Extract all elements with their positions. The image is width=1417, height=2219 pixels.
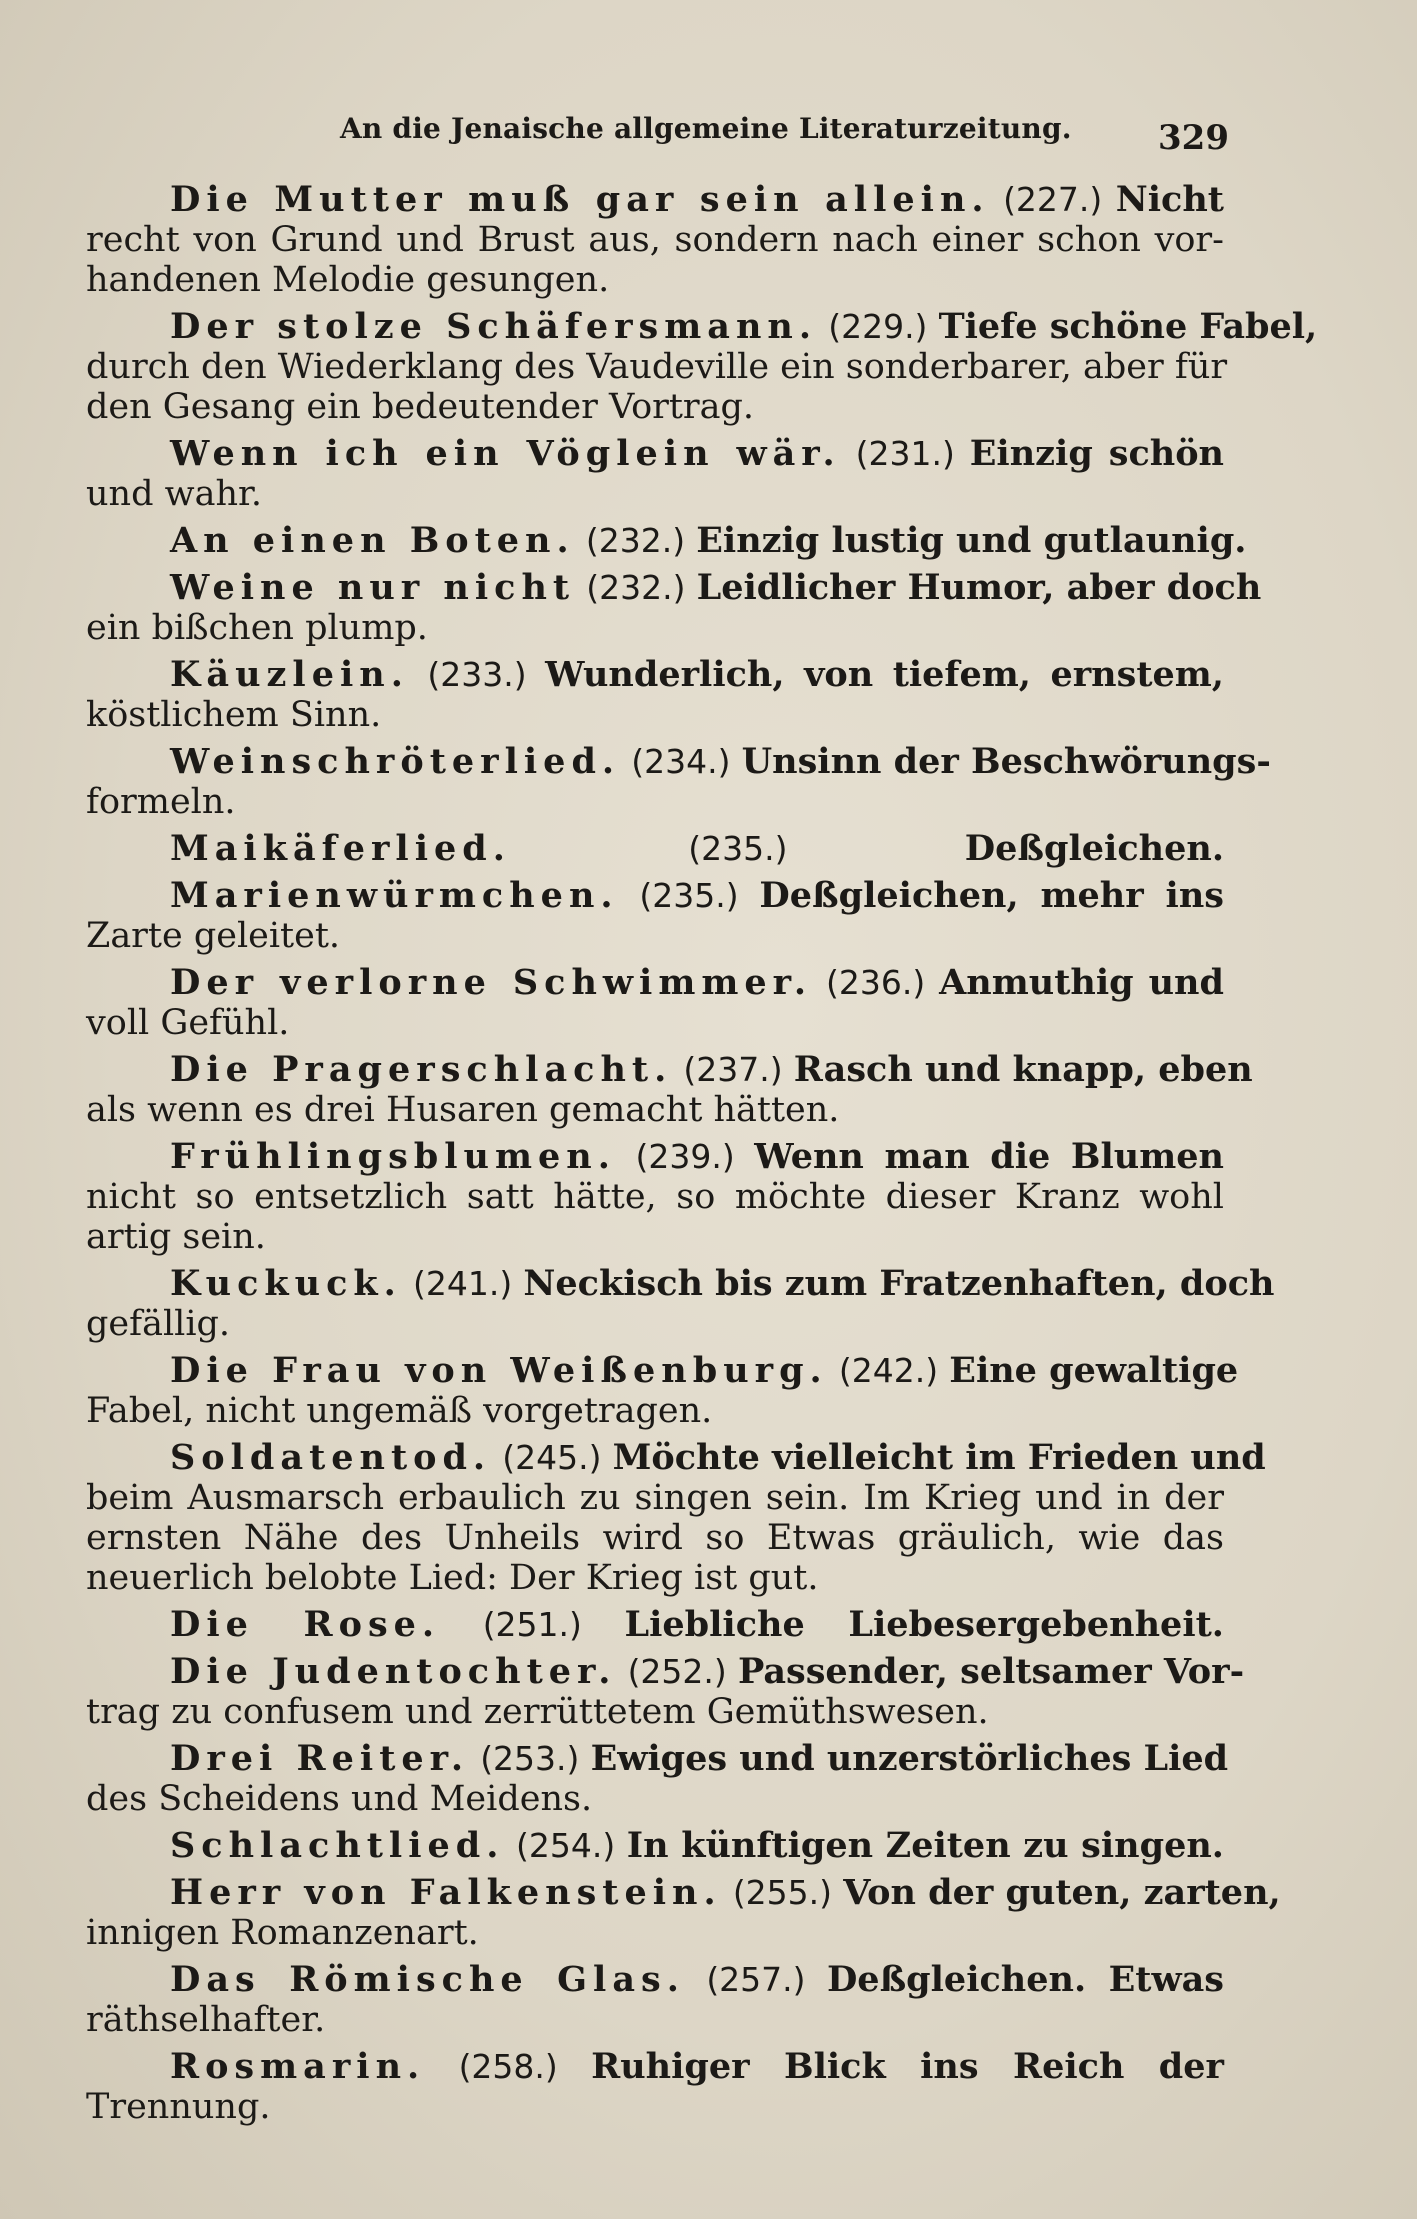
song-number: (252.) bbox=[627, 1652, 727, 1691]
continuation-line: gefällig. bbox=[86, 1304, 231, 1344]
continuation-line: artig sein. bbox=[86, 1217, 266, 1257]
song-title: Wenn ich ein Vöglein wär. bbox=[170, 433, 841, 474]
song-number: (255.) bbox=[732, 1873, 833, 1912]
entry-first-line bbox=[170, 1826, 1224, 1866]
song-title: Die Rose. bbox=[170, 1604, 441, 1645]
continuation-line: den Gesang ein bedeutender Vortrag. bbox=[86, 387, 755, 427]
song-number: (239.) bbox=[635, 1137, 735, 1176]
entry-first-line bbox=[170, 741, 1271, 782]
song-number: (232.) bbox=[586, 568, 686, 607]
entry-first-line bbox=[170, 1263, 1275, 1304]
review-comment: Ruhiger Blick ins Reich der bbox=[591, 2046, 1224, 2087]
review-comment: In künftigen Zeiten zu singen. bbox=[626, 1825, 1224, 1866]
song-number: (236.) bbox=[826, 963, 926, 1002]
entry-first-line bbox=[170, 567, 1262, 608]
continuation-line: und wahr. bbox=[86, 474, 262, 514]
song-title: Herr von Falkenstein. bbox=[170, 1872, 722, 1913]
page-number: 329 bbox=[1158, 118, 1229, 158]
review-comment: Deßgleichen. bbox=[964, 828, 1224, 869]
continuation-line: ein bißchen plump. bbox=[86, 608, 428, 648]
entry-first-line bbox=[170, 520, 1247, 561]
song-number: (235.) bbox=[639, 876, 739, 915]
song-title: Schlachtlied. bbox=[170, 1825, 505, 1866]
entry-first-line bbox=[170, 1049, 1253, 1090]
review-comment: Deßgleichen, mehr ins bbox=[759, 875, 1224, 916]
continuation-line: beim Ausmarsch erbaulich zu singen sein. Im Krieg und in der bbox=[86, 1478, 1224, 1518]
song-number: (254.) bbox=[516, 1826, 616, 1865]
review-comment: Leidlicher Humor, aber doch bbox=[696, 567, 1262, 608]
song-title: Käuzlein. bbox=[170, 654, 409, 695]
entry-first-line bbox=[170, 180, 1224, 220]
continuation-line: handenen Melodie gesungen. bbox=[86, 260, 610, 300]
review-comment: Nicht bbox=[1115, 179, 1224, 220]
song-number: (234.) bbox=[631, 742, 731, 781]
entry-first-line bbox=[170, 1960, 1224, 2000]
review-comment: Wenn man die Blumen bbox=[754, 1136, 1224, 1177]
continuation-line: trag zu confusem und zerrüttetem Gemüthswesen. bbox=[86, 1692, 989, 1732]
song-number: (235.) bbox=[688, 829, 788, 868]
song-number: (257.) bbox=[706, 1960, 806, 1999]
song-title: Der verlorne Schwimmer. bbox=[170, 962, 813, 1003]
song-title: Das Römische Glas. bbox=[170, 1959, 685, 2000]
entry-first-line bbox=[170, 306, 1318, 347]
song-title: Die Frau von Weißenburg. bbox=[170, 1350, 828, 1391]
review-comment: Tiefe schöne Fabel, bbox=[938, 306, 1318, 347]
entry-first-line bbox=[170, 1350, 1239, 1391]
song-title: Marienwürmchen. bbox=[170, 875, 619, 916]
review-comment: Deßgleichen. Etwas bbox=[826, 1959, 1224, 2000]
song-title: Maikäferlied. bbox=[170, 828, 511, 869]
continuation-line: innigen Romanzenart. bbox=[86, 1913, 479, 1953]
entry-first-line bbox=[170, 876, 1224, 916]
continuation-line: ernsten Nähe des Unheils wird so Etwas gräulich, wie das bbox=[86, 1518, 1224, 1558]
review-comment: Anmuthig und bbox=[939, 962, 1224, 1003]
continuation-line: Trennung. bbox=[86, 2087, 271, 2127]
entry-first-line bbox=[170, 1605, 1224, 1645]
entry-first-line bbox=[170, 1437, 1266, 1478]
song-title: Frühlingsblumen. bbox=[170, 1136, 616, 1177]
continuation-line: als wenn es drei Husaren gemacht hätten. bbox=[86, 1090, 840, 1130]
song-title: Weine nur nicht bbox=[170, 567, 576, 608]
song-number: (229.) bbox=[828, 307, 928, 346]
entry-first-line bbox=[170, 1137, 1224, 1177]
song-title: Kuckuck. bbox=[170, 1263, 402, 1304]
continuation-line: nicht so entsetzlich satt hätte, so möchte dieser Kranz wohl bbox=[86, 1177, 1224, 1217]
song-title: Drei Reiter. bbox=[170, 1738, 470, 1779]
review-comment: Einzig lustig und gutlaunig. bbox=[696, 520, 1247, 561]
entry-first-line bbox=[170, 2047, 1224, 2087]
song-number: (241.) bbox=[413, 1264, 513, 1303]
song-number: (231.) bbox=[855, 434, 955, 473]
entry-first-line bbox=[170, 1872, 1281, 1913]
entry-first-line bbox=[170, 963, 1224, 1003]
song-title: Die Judentochter. bbox=[170, 1651, 617, 1692]
song-title: Weinschröterlied. bbox=[170, 741, 621, 782]
review-comment: Möchte vielleicht im Frieden und bbox=[612, 1437, 1266, 1478]
review-comment: Wunderlich, von tiefem, ernstem, bbox=[545, 654, 1224, 695]
continuation-line: Zarte geleitet. bbox=[86, 916, 341, 956]
song-title: Der stolze Schäfersmann. bbox=[170, 306, 818, 347]
song-title: Soldatentod. bbox=[170, 1437, 492, 1478]
continuation-line: Fabel, nicht ungemäß vorgetragen. bbox=[86, 1391, 713, 1431]
song-number: (251.) bbox=[482, 1605, 582, 1644]
song-number: (233.) bbox=[427, 655, 527, 694]
continuation-line: formeln. bbox=[86, 782, 236, 822]
entry-first-line bbox=[170, 829, 1224, 869]
entry-first-line bbox=[170, 1651, 1245, 1692]
continuation-line: voll Gefühl. bbox=[86, 1003, 290, 1043]
continuation-line: räthselhafter. bbox=[86, 2000, 326, 2040]
continuation-line: des Scheidens und Meidens. bbox=[86, 1779, 593, 1819]
song-title: An einen Boten. bbox=[170, 520, 575, 561]
review-comment: Eine gewaltige bbox=[949, 1350, 1239, 1391]
song-number: (242.) bbox=[838, 1351, 939, 1390]
song-title: Rosmarin. bbox=[170, 2046, 426, 2087]
continuation-line: köstlichem Sinn. bbox=[86, 695, 382, 735]
running-header: An die Jenaische allgemeine Literaturzeitung. bbox=[340, 112, 1072, 145]
song-number: (237.) bbox=[683, 1050, 783, 1089]
continuation-line: durch den Wiederklang des Vaudeville ein sonderbarer, aber für bbox=[86, 347, 1228, 387]
song-number: (232.) bbox=[585, 521, 686, 560]
song-number: (253.) bbox=[480, 1739, 580, 1778]
entry-first-line bbox=[170, 434, 1224, 474]
continuation-line: recht von Grund und Brust aus, sondern nach einer schon vor- bbox=[86, 220, 1224, 260]
review-comment: Passender, seltsamer Vor- bbox=[737, 1651, 1245, 1692]
entry-first-line bbox=[170, 1738, 1229, 1779]
song-title: Die Mutter muß gar sein allein. bbox=[170, 179, 990, 220]
review-comment: Einzig schön bbox=[969, 433, 1224, 474]
review-comment: Von der guten, zarten, bbox=[843, 1872, 1281, 1913]
review-comment: Rasch und knapp, eben bbox=[793, 1049, 1253, 1090]
song-title: Die Pragerschlacht. bbox=[170, 1049, 673, 1090]
review-comment: Liebliche Liebesergebenheit. bbox=[624, 1604, 1224, 1645]
song-number: (258.) bbox=[458, 2047, 558, 2086]
review-comment: Ewiges und unzerstörliches Lied bbox=[590, 1738, 1229, 1779]
review-comment: Unsinn der Beschwörungs- bbox=[741, 741, 1271, 782]
song-number: (227.) bbox=[1003, 180, 1103, 219]
continuation-line: neuerlich belobte Lied: Der Krieg ist gut. bbox=[86, 1558, 819, 1598]
song-number: (245.) bbox=[502, 1438, 602, 1477]
review-comment: Neckisch bis zum Fratzenhaften, doch bbox=[523, 1263, 1275, 1304]
entry-first-line bbox=[170, 655, 1224, 695]
